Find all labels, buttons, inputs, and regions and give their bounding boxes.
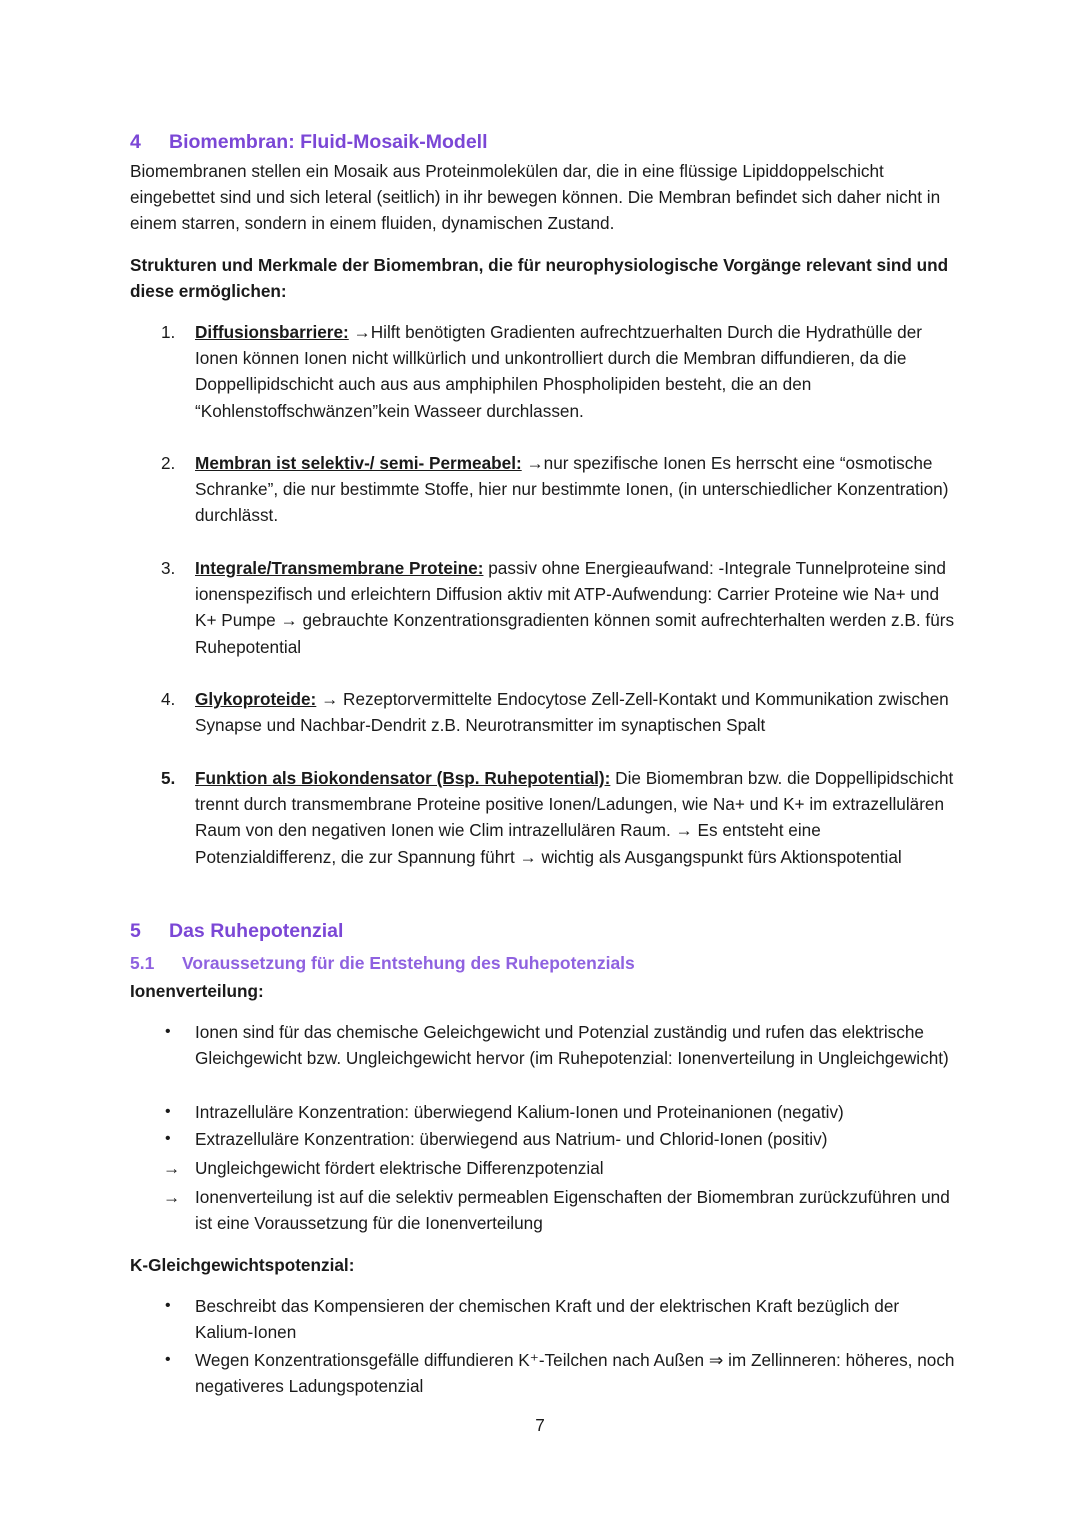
k-heading: K-Gleichgewichtspotenzial: [130, 1255, 355, 1275]
bullet-text: Wegen Konzentrationsgefälle diffundieren K⁺-Teilchen nach Außen ⇒ im Zellinneren: höheres, noch negativeres Ladungspotenzial [195, 1350, 955, 1397]
list-text: →Hilft benötigten Gradienten aufrechtzuerhalten Durch die Hydrathülle der Ionen können Ionen nicht willkürlich und unkontrolliert durch die Membran diffundieren, da die Doppellipidschicht auch aus aus amphiphilen Phospholipiden besteht, die an den “Kohlenstoffschwänzen”kein Wasseer durchlassen. [195, 322, 923, 421]
ion-heading: Ionenverteilung: [130, 981, 264, 1001]
list-term: Funktion als Biokondensator (Bsp. Ruhepotential): [195, 768, 611, 788]
bullet-icon: • [165, 1023, 171, 1040]
list-text: →nur spezifische Ionen Es herrscht eine “osmotische Schranke”, die nur bestimmte Stoffe, hier nur bestimmte Ionen, (in unterschiedlicher Konzentration) durchlässt. [195, 453, 949, 526]
arrow-item [163, 1155, 960, 1181]
arrow-text: Ionenverteilung ist auf die selektiv permeablen Eigenschaften der Biomembran zurückzuführen und ist eine Voraussetzung für die Ionenverteilung [195, 1187, 950, 1234]
bullet-text: Intrazelluläre Konzentration: überwiegend Kalium-Ionen und Proteinanionen (negativ) [195, 1102, 844, 1122]
subheading: Strukturen und Merkmale der Biomembran, die für neurophysiologische Vorgänge relevant sind und diese ermöglichen: [130, 255, 949, 302]
bullet-icon: • [165, 1297, 171, 1314]
list-item [161, 450, 960, 529]
section-title: Biomembran: Fluid-Mosaik-Modell [169, 131, 488, 153]
bullet-item [165, 1347, 960, 1399]
section-heading [130, 920, 343, 943]
section-title: Das Ruhepotenzial [169, 920, 344, 942]
arrow-item [163, 1184, 960, 1236]
bullet-item [165, 1293, 960, 1345]
bullet-item [165, 1099, 960, 1125]
bullet-text: Extrazelluläre Konzentration: überwiegend aus Natrium- und Chlorid-Ionen (positiv) [195, 1129, 828, 1149]
list-term: Glykoproteide: [195, 689, 317, 709]
list-term: Integrale/Transmembrane Proteine: [195, 558, 484, 578]
bullet-icon: • [165, 1130, 171, 1147]
list-item [161, 765, 960, 870]
arrow-text: Ungleichgewicht fördert elektrische Differenzpotenzial [195, 1158, 604, 1178]
bullet-text: Ionen sind für das chemische Geleichgewicht und Potenzial zuständig und rufen das elektrische Gleichgewicht bzw. Ungleichgewicht hervor (im Ruhepotenzial: Ionenverteilung in Ungleichgewicht) [195, 1022, 949, 1069]
list-marker: 3. [161, 558, 176, 578]
subsection-heading [130, 953, 635, 974]
list-marker: 4. [161, 689, 176, 709]
list-item [161, 555, 960, 660]
bullet-item [165, 1019, 960, 1071]
subsection-title: Voraussetzung für die Entstehung des Ruhepotenzials [182, 953, 635, 973]
arrow-icon: → [163, 1158, 181, 1178]
list-item [161, 686, 960, 738]
list-text: passiv ohne Energieaufwand: -Integrale Tunnelproteine sind ionenspezifisch und erleichtern Diffusion aktiv mit ATP-Aufwendung: Carrier Proteine wie Na+ und K+ Pumpe → gebrauchte Konzentrationsgradienten können somit aufrechterhalten werden z.B. fürs Ruhepotential [195, 558, 955, 657]
subsection-number: 5.1 [130, 953, 155, 973]
list-text: Die Biomembran bzw. die Doppellipidschicht trennt durch transmembrane Proteine positive Ionen/Ladungen, wie Na+ und K+ im extrazellulären Raum von den negativen Ionen wie Clim intrazellulären Raum. → Es entsteht eine Potenzialdifferenz, die zur Spannung führt → wichtig als Ausgangspunkt fürs Aktionspotential [195, 768, 954, 867]
list-marker: 5. [161, 768, 176, 788]
section-heading [130, 131, 488, 154]
list-marker: 1. [161, 322, 176, 342]
intro-paragraph: Biomembranen stellen ein Mosaik aus Proteinmolekülen dar, die in eine flüssige Lipiddoppelschicht eingebettet sind und sich leteral (seitlich) in ihr bewegen können. Die Membran befindet sich daher nicht in einem starren, sondern in einem fluiden, dynamischen Zustand. [130, 161, 941, 234]
list-text: → Rezeptorvermittelte Endocytose Zell-Zell-Kontakt und Kommunikation zwischen Synapse und Nachbar-Dendrit z.B. Neurotransmitter im synaptischen Spalt [195, 689, 949, 736]
section-number: 5 [130, 920, 141, 942]
list-item [161, 319, 960, 424]
bullet-icon: • [165, 1103, 171, 1120]
bullet-icon: • [165, 1351, 171, 1368]
arrow-icon: → [163, 1187, 181, 1207]
section-number: 4 [130, 131, 141, 153]
list-term: Membran ist selektiv-/ semi- Permeabel: [195, 453, 522, 473]
list-marker: 2. [161, 453, 176, 473]
list-term: Diffusionsbarriere: [195, 322, 349, 342]
bullet-text: Beschreibt das Kompensieren der chemischen Kraft und der elektrischen Kraft bezüglich der Kalium-Ionen [195, 1296, 900, 1343]
bullet-item [165, 1126, 960, 1152]
page-number: 7 [535, 1415, 545, 1435]
